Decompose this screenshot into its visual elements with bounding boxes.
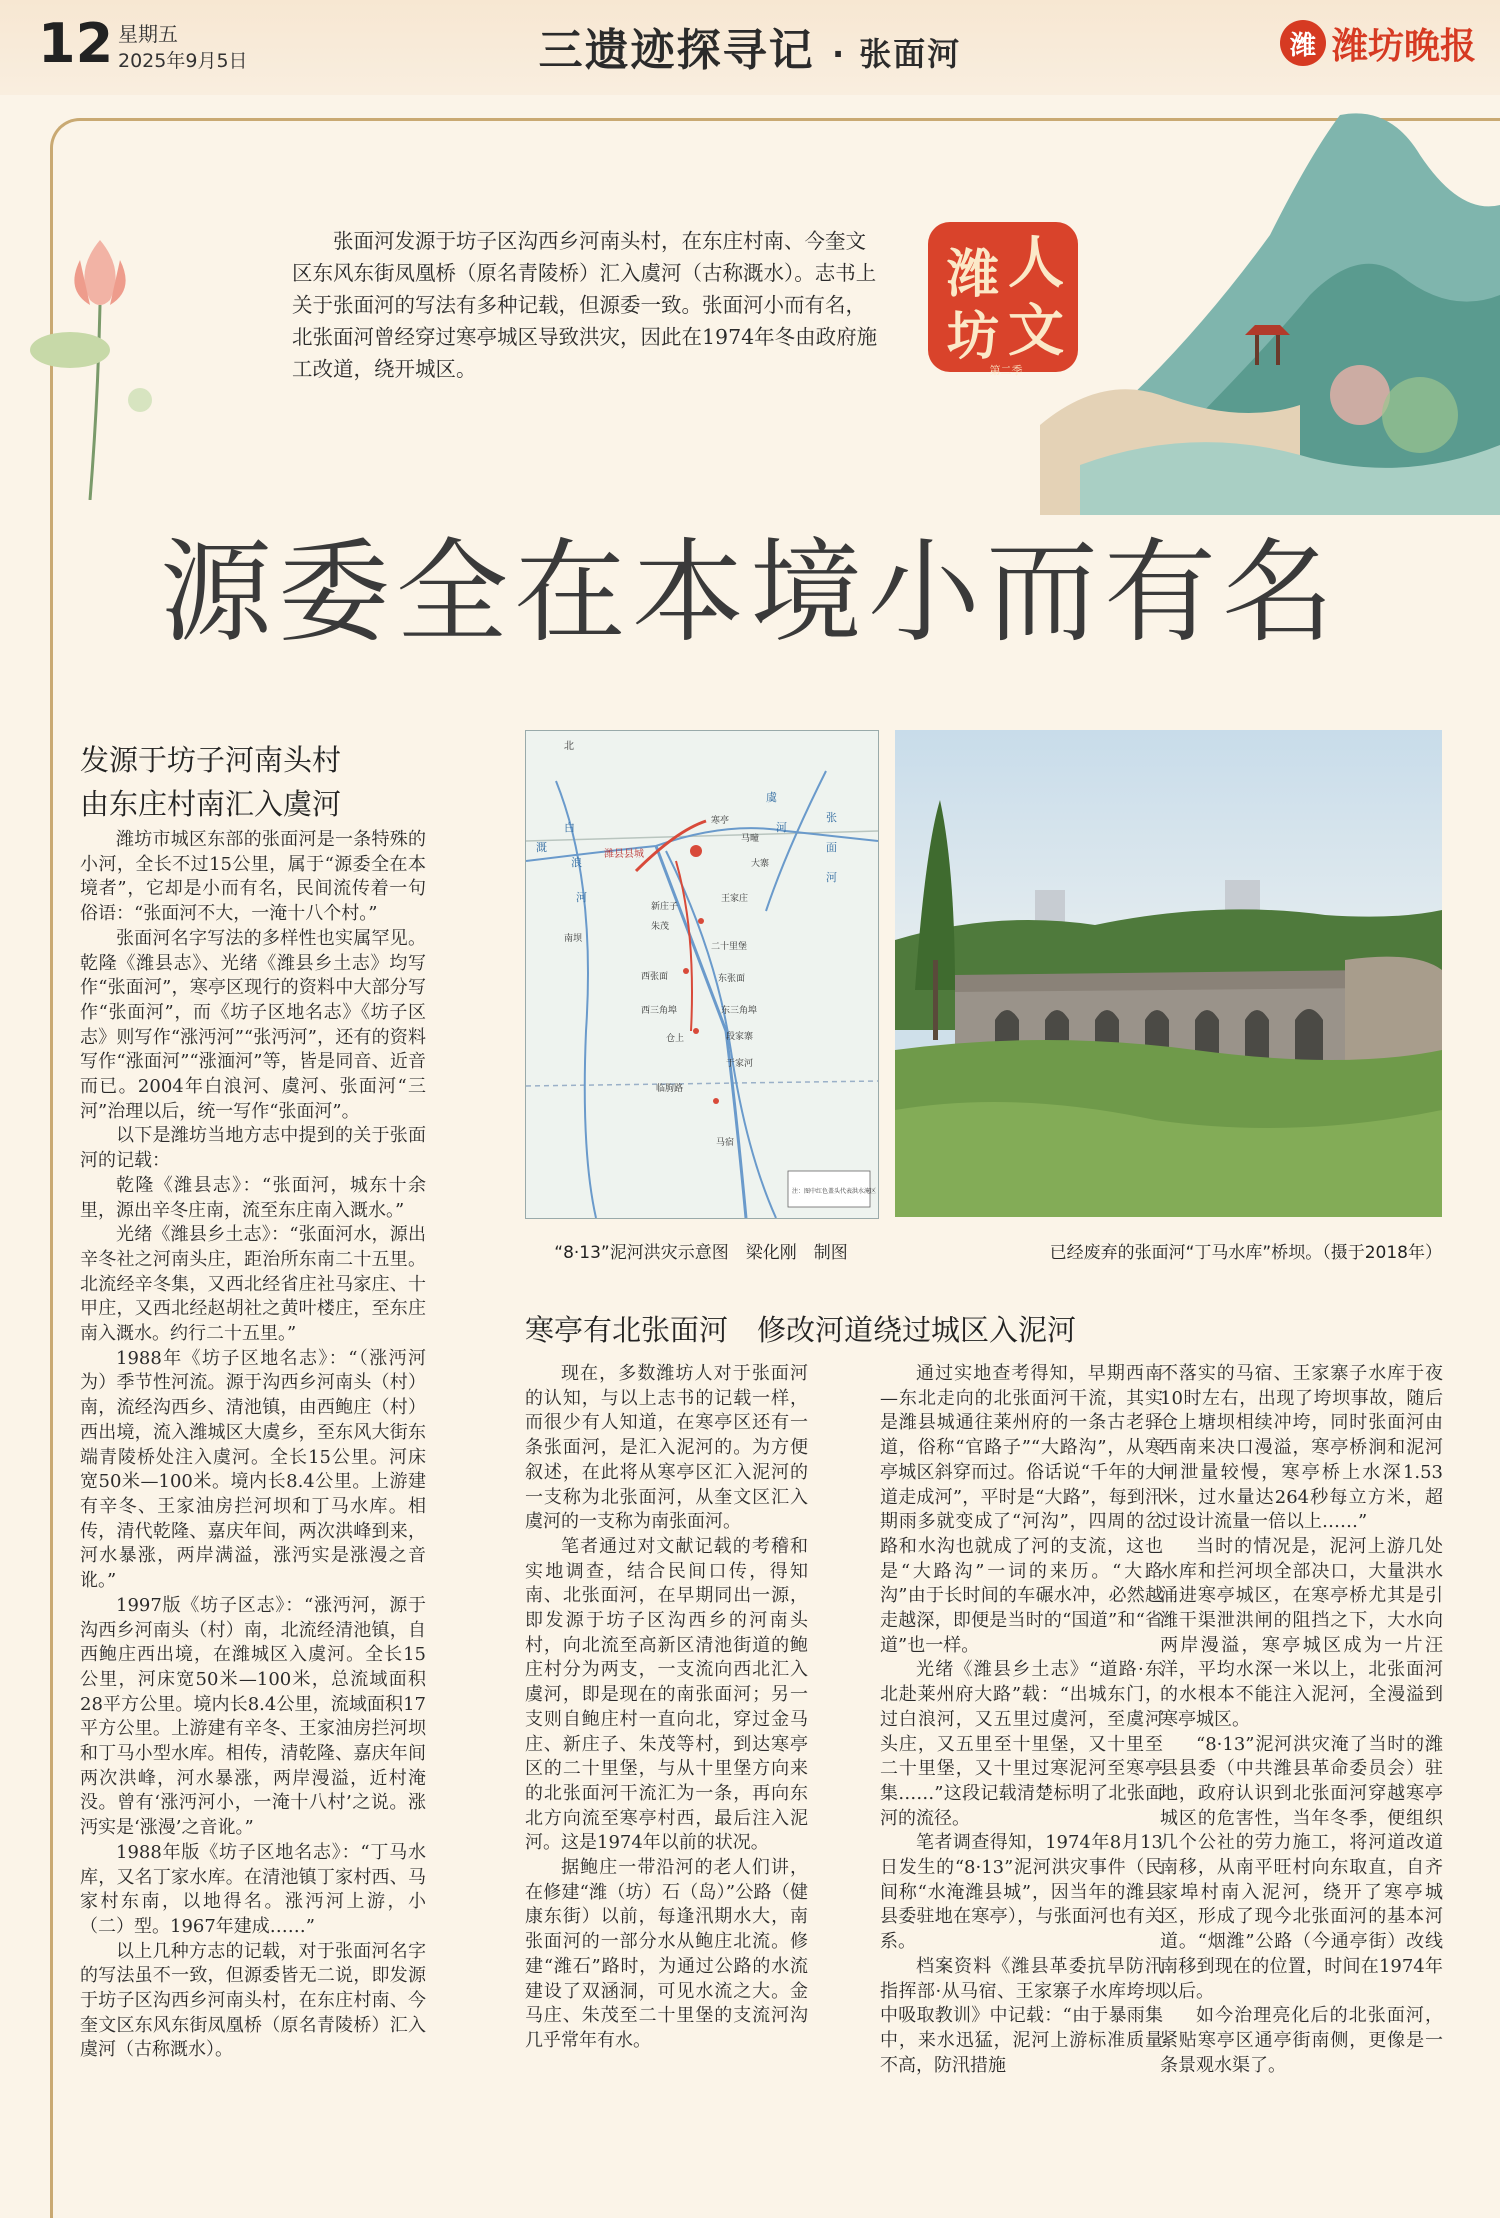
paragraph: 笔者调查得知，1974年8月13日发生的“8·13”泥河洪灾事件（民间称“水淹潍县城”，因当年的潍县县委驻地在寒亭），与张面河也有关系。 <box>880 1832 1163 1953</box>
flood-map <box>526 731 878 1218</box>
map-label: 王家庄 <box>721 894 749 904</box>
map-legend: 注：图中红色盖头代表洪水淹区 <box>792 1188 877 1195</box>
right-article-column-1 <box>525 1362 808 2212</box>
map-label: 马疃 <box>741 834 760 844</box>
seal-char-fang: 坊 <box>946 307 1000 367</box>
map-label: 仓上 <box>666 1034 685 1044</box>
seal-char-ren: 人 <box>1008 231 1064 296</box>
map-label: 段家寨 <box>726 1032 754 1042</box>
flood-map-figure <box>525 730 879 1219</box>
headline: 源委全在本境小而有名 <box>160 528 1340 658</box>
map-label: 南坝 <box>564 934 583 944</box>
seal-char-wen: 文 <box>1008 299 1064 364</box>
paragraph: 档案资料《潍县革委抗旱防汛指挥部·从马宿、王家寨子水库垮坝中吸取教训》中记载：“由于暴雨集中，来水迅猛，泥河上游标准质量不高，防汛措施 <box>880 1955 1163 2076</box>
paragraph: 乾隆《潍县志》：“张面河，城东十余里，源出辛冬庄南，流至东庄南入溉水。” <box>80 1174 426 1221</box>
paragraph: 1997版《坊子区志》：“涨沔河，源于沟西乡河南头（村）南，北流经清池镇，自西鲍庄西出境，在潍城区入虞河。全长15公里，河床宽50米—100米，总流域面积28平方公里。境内长8.4公里，流域面积17平方公里。上游建有辛冬、王家油房拦河坝和丁马小型水库。相传，清乾隆、嘉庆年间两次洪峰，河水暴涨，两岸漫溢，近村淹没。曾有‘涨沔河小，一淹十八村’之说。涨沔实是‘涨漫’之音讹。” <box>80 1594 426 1839</box>
paragraph: 据鲍庄一带沿河的老人们讲，在修建“潍（坊）石（岛）”公路（健康东街）以前，每逢汛期水大，南张面河的一部分水从鲍庄北流。修建“潍石”路时，为通过公路的水流建设了双涵洞，可见水流之大。金马庄、朱茂至二十里堡的支流河沟几乎常年有水。 <box>525 1857 808 2051</box>
section-subtitle: · 张面河 <box>832 35 962 73</box>
map-label: 白 <box>564 821 575 834</box>
left-article-column <box>80 828 426 2208</box>
seal-season: 第二季 <box>989 364 1023 377</box>
map-label: 朱茂 <box>651 922 670 932</box>
map-label: 潍县县城 <box>604 849 644 860</box>
map-label: 临朐路 <box>656 1084 684 1094</box>
paragraph: 光绪《潍县乡土志》：“张面河水，源出辛冬社之河南头庄，距治所东南二十五里。北流经辛冬集，又西北经省庄社马家庄、十甲庄，又西北经赵胡社之黄叶楼庄，至东庄南入溉水。约行二十五里。” <box>80 1224 426 1345</box>
lotus-illustration <box>20 200 180 500</box>
dam-photo <box>895 730 1442 1217</box>
paragraph: 潍坊市城区东部的张面河是一条特殊的小河，全长不过15公里，属于“源委全在本境者”，它却是小而有名，民间流传着一句俗语：“张面河不大，一淹十八个村。” <box>80 829 426 925</box>
paragraph: 1988年《坊子区地名志》：“（涨沔河为）季节性河流。源于沟西乡河南头（村）南，流经沟西乡、清池镇，由西鲍庄（村）西出境，流入潍城区大虞乡，至东风大街东端青陵桥处注入虞河。全长15公里。河床宽50米—100米。境内长8.4公里。上游建有辛冬、王家油房拦河坝和丁马水库。相传，清代乾隆、嘉庆年间，两次洪峰到来，河水暴涨，两岸满溢，涨沔实是涨漫之音讹。” <box>80 1347 426 1592</box>
paragraph: 现在，多数潍坊人对于张面河的认知，与以上志书的记载一样，而很少有人知道，在寒亭区还有一条张面河，是汇入泥河的。为方便叙述，在此将从寒亭区汇入泥河的一支称为北张面河，从奎文区汇入虞河的一支称为南张面河。 <box>525 1363 808 1533</box>
paragraph: 如今治理亮化后的北张面河，紧贴寒亭区通亭街南侧，更像是一条景观水渠了。 <box>1160 2005 1443 2076</box>
right-subheading: 寒亭有北张面河 修改河道绕过城区入泥河 <box>525 1313 1077 1347</box>
map-label: 寒亭 <box>711 816 730 826</box>
weifang-renwen-seal <box>918 212 1088 382</box>
logo-text: 潍坊晚报 <box>1332 25 1477 67</box>
paragraph: 不落实的马宿、王家寨子水库于夜10时左右，出现了垮坝事故，随后仓上塘坝相续冲垮，同时张面河由西南来决口漫溢，寒亭桥涧和泥河闸泄量较慢，寒亭桥上水深1.53米，过水量达264秒每立方米，超过设计流量一倍以上……” <box>1160 1363 1443 1533</box>
photo-caption: 已经废弃的张面河“丁马水库”桥坝。（摄于2018年） <box>1049 1243 1442 1263</box>
seal-char-wei: 潍 <box>946 245 1000 305</box>
map-label: 面 <box>826 841 837 854</box>
map-label: 河 <box>826 871 837 884</box>
paragraph: 张面河名字写法的多样性也实属罕见。乾隆《潍县志》、光绪《潍县乡土志》均写作“张面河”，寒亭区现行的资料中大部分写作“张面河”，而《坊子区地名志》《坊子区志》则写作“涨沔河”“张沔河”，还有的资料写作“涨面河”“涨湎河”等，皆是同音、近音而已。2004年白浪河、虞河、张面河“三河”治理以后，统一写作“张面河”。 <box>80 927 426 1122</box>
map-label: 于家河 <box>726 1059 754 1069</box>
page-number: 12 <box>38 12 114 75</box>
map-label: 张 <box>826 811 837 824</box>
paragraph: 通过实地查考得知，早期西南—东北走向的北张面河干流，其实是潍县城通往莱州府的一条古老驿道，俗称“官路子”“大路沟”，从寒亭城区斜穿而过。俗话说“千年的大道走成河”，平时是“大路”，每到汛期雨多就变成了“河沟”，四周的岔路和水沟也就成了河的支流，这也是“大路沟”一词的来历。“大路沟”由于长时间的车碾水冲，必然越走越深，即便是当时的“国道”和“省道”也一样。 <box>880 1363 1163 1656</box>
map-label: 西张面 <box>641 972 669 982</box>
map-label: 浪 <box>571 856 582 869</box>
map-label: 东张面 <box>718 974 746 984</box>
dam-photo-figure <box>895 730 1442 1217</box>
map-label: 二十里堡 <box>711 942 748 952</box>
weekday: 星期五 <box>118 22 178 46</box>
map-label: 虞 <box>766 791 777 804</box>
paragraph: 以上几种方志的记载，对于张面河名字的写法虽不一致，但源委皆无二说，即发源于坊子区沟西乡河南头村，在东庄村南、今奎文区东风东街凤凰桥（原名青陵桥）汇入虞河（古称溉水）。 <box>80 1940 426 2061</box>
paragraph: “8·13”泥河洪灾淹了当时的潍县县委（中共潍县革命委员会）驻地，政府认识到北张面河穿越寒亭城区的危害性，当年冬季，便组织几个公社的劳力施工，将河道改道南移，从南平旺村向东取直，自齐家埠村南入泥河，绕开了寒亭城区，形成了现今北张面河的基本河道。“烟潍”公路（今通亭街）改线南移到现在的位置，时间在1974年以后。 <box>1160 1733 1443 2002</box>
map-label: 东三角埠 <box>721 1006 758 1016</box>
section-name: 三遗迹探寻记 <box>538 25 815 76</box>
right-article-column-3 <box>1160 1362 1443 2212</box>
left-subheading-line1: 发源于坊子河南头村 <box>80 743 342 777</box>
paragraph: 当时的情况是，泥河上游几处水库和拦河坝全部决口，大量洪水涌进寒亭城区，在寒亭桥尤其是引潍干渠泄洪闸的阻挡之下，大水向两岸漫溢，寒亭城区成为一片汪洋，平均水深一米以上，北张面河的水根本不能注入泥河，全漫溢到寒亭城区。 <box>1160 1535 1443 1730</box>
right-article-column-2 <box>880 1362 1163 2212</box>
paragraph: 光绪《潍县乡土志》“道路·东北赴莱州府大路”载：“出城东门，过白浪河，又五里过虞河，至虞河头庄，又五里至十里堡，又十里至二十里堡，又十里过寒泥河至寒亭集……”这段记载清楚标明了北张面河的流径。 <box>880 1659 1163 1829</box>
map-caption: “8·13”泥河洪灾示意图 梁化刚 制图 <box>554 1243 848 1263</box>
map-label: 北 <box>564 741 574 752</box>
issue-date: 2025年9月5日 <box>118 50 248 72</box>
map-label: 马宿 <box>716 1138 735 1148</box>
mountain-scenery-illustration <box>1040 95 1500 515</box>
left-subheading-line2: 由东庄村南汇入虞河 <box>80 787 342 821</box>
map-label: 河 <box>776 821 787 834</box>
map-label: 河 <box>576 891 587 904</box>
paragraph: 以下是潍坊当地方志中提到的关于张面河的记载： <box>80 1125 426 1172</box>
map-label: 西三角埠 <box>641 1006 678 1016</box>
logo-mark-icon: 潍 <box>1280 20 1326 66</box>
map-label: 大寨 <box>751 859 770 869</box>
map-label: 新庄子 <box>651 902 679 912</box>
paragraph: 笔者通过对文献记载的考稽和实地调查，结合民间口传，得知南、北张面河，在早期同出一源，即发源于坊子区沟西乡的河南头村，向北流至高新区清池街道的鲍庄村分为两支，一支流向西北汇入虞河，即是现在的南张面河；另一支则自鲍庄村一直向北，穿过金马庄、新庄子、朱茂等村，到达寒亭区的二十里堡，与从十里堡方向来的北张面河干流汇为一条，再向东北方向流至寒亭村西，最后注入泥河。这是1974年以前的状况。 <box>525 1535 808 1854</box>
map-label: 溉 <box>536 841 547 854</box>
newspaper-logo <box>1280 14 1476 72</box>
intro-text: 张面河发源于坊子区沟西乡河南头村，在东庄村南、今奎文区东风东街凤凰桥（原名青陵桥）汇入虞河（古称溉水）。志书上关于张面河的写法有多种记载，但源委一致。张面河小而有名，北张面河曾经穿过寒亭城区导致洪灾，因此在1974年冬由政府施工改道，绕开城区。 <box>292 229 878 381</box>
section-title <box>500 14 1000 78</box>
paragraph: 1988年版《坊子区地名志》：“丁马水库，又名丁家水库。在清池镇丁家村西、马家村东南，以地得名。涨沔河上游，小（二）型。1967年建成……” <box>80 1841 426 1937</box>
